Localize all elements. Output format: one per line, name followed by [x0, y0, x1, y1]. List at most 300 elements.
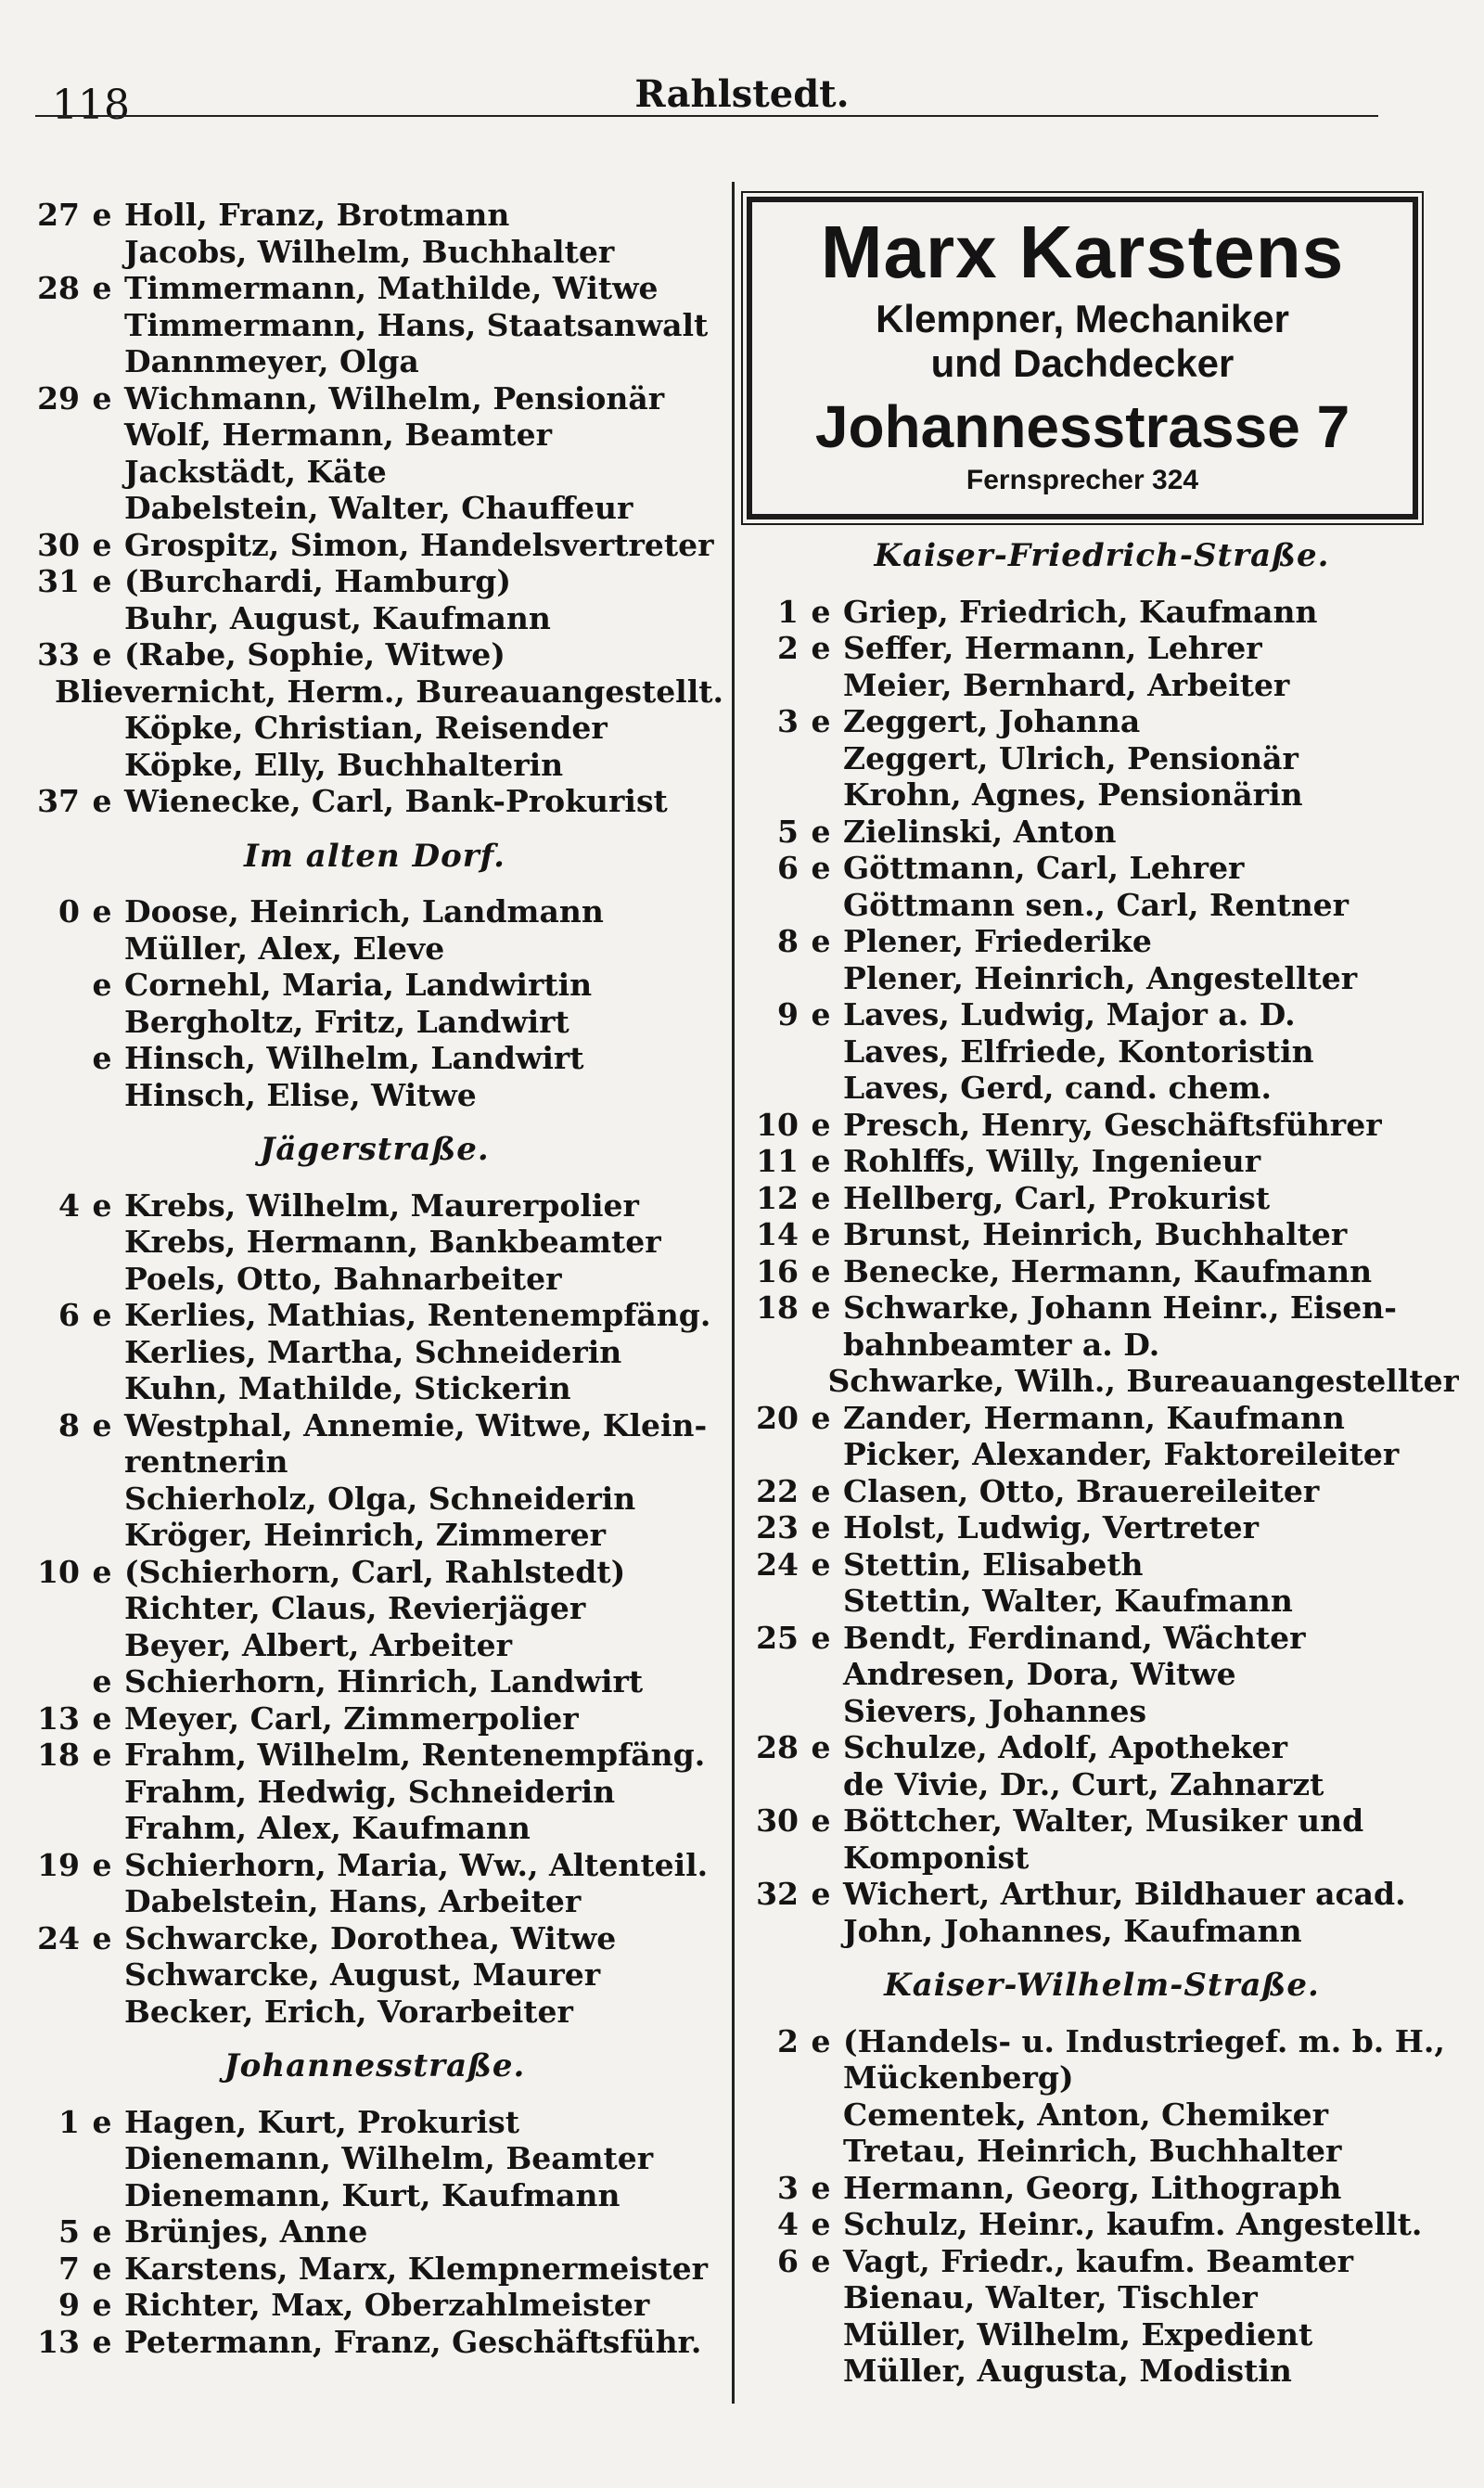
resident-text: (Handels- u. Industriegef. m. b. H., — [843, 2022, 1445, 2059]
resident-line — [26, 1261, 723, 1298]
ownership-marker: e — [92, 2250, 112, 2287]
resident-line — [745, 1363, 1459, 1400]
house-number: 4 — [777, 2206, 799, 2242]
resident-text: Mückenberg) — [843, 2059, 1074, 2096]
ownership-marker: e — [811, 1729, 831, 1765]
resident-text: Schulze, Adolf, Apotheker — [843, 1729, 1287, 1765]
resident-text: Jacobs, Wilhelm, Buchhalter — [124, 233, 615, 270]
directory-entry — [26, 636, 723, 673]
directory-entry — [26, 2287, 723, 2324]
house-number: 27 — [37, 197, 80, 233]
ownership-marker: e — [92, 1846, 112, 1883]
directory-entry — [745, 1107, 1459, 1144]
resident-line — [745, 887, 1459, 924]
resident-line — [745, 2133, 1459, 2170]
resident-text: Hagen, Kurt, Prokurist — [124, 2103, 519, 2140]
resident-text: Müller, Wilhelm, Expedient — [843, 2315, 1313, 2353]
resident-text: Laves, Gerd, cand. chem. — [843, 1070, 1272, 1106]
resident-line — [26, 2177, 723, 2214]
resident-text: Buhr, August, Kaufmann — [124, 599, 551, 636]
column-divider — [732, 182, 735, 2404]
resident-line — [26, 1517, 723, 1554]
ownership-marker: e — [811, 1216, 831, 1252]
resident-text: rentnerin — [124, 1443, 288, 1480]
resident-line — [26, 490, 723, 527]
directory-entry — [745, 1473, 1459, 1510]
house-number: 28 — [756, 1729, 799, 1765]
resident-line — [26, 1224, 723, 1261]
resident-line — [745, 1840, 1459, 1877]
house-number: 25 — [756, 1619, 799, 1656]
directory-entry — [26, 1700, 723, 1738]
ownership-marker: e — [811, 850, 831, 886]
resident-text: (Rabe, Sophie, Witwe) — [124, 636, 505, 673]
ownership-marker: e — [92, 1040, 112, 1076]
ownership-marker: e — [811, 593, 831, 630]
house-number: 2 — [777, 630, 799, 666]
directory-entry — [745, 2170, 1459, 2207]
resident-line — [745, 1693, 1459, 1730]
resident-line — [26, 1443, 723, 1481]
ownership-marker: e — [92, 270, 112, 306]
resident-line — [26, 1077, 723, 1114]
resident-text: Timmermann, Hans, Staatsanwalt — [124, 306, 709, 343]
house-number: 3 — [777, 2169, 799, 2206]
resident-line — [745, 1583, 1459, 1620]
directory-entry — [26, 2324, 723, 2361]
house-number: 23 — [756, 1509, 799, 1545]
resident-text: Doose, Heinrich, Landmann — [124, 893, 604, 930]
directory-entry — [745, 1509, 1459, 1546]
resident-text: Schwarke, Wilh., Bureauangestellter — [827, 1363, 1459, 1399]
resident-text: Seffer, Hermann, Lehrer — [843, 630, 1262, 666]
resident-text: Wichmann, Wilhelm, Pensionär — [124, 379, 665, 417]
ownership-marker: e — [811, 1472, 831, 1509]
directory-entry — [26, 1407, 723, 1444]
directory-entry — [26, 1663, 723, 1700]
resident-line — [26, 1994, 723, 2031]
house-number: 9 — [58, 2287, 80, 2323]
resident-text: Schierhorn, Maria, Ww., Altenteil. — [124, 1846, 709, 1883]
resident-line — [745, 1327, 1459, 1364]
resident-text: Wienecke, Carl, Bank-Prokurist — [124, 783, 668, 819]
house-number: 31 — [37, 563, 80, 599]
ownership-marker: e — [811, 1179, 831, 1216]
house-number: 33 — [37, 636, 80, 673]
house-number: 24 — [756, 1545, 799, 1583]
directory-entry — [745, 1876, 1459, 1913]
resident-line — [26, 1810, 723, 1847]
ownership-marker: e — [811, 1106, 831, 1143]
house-number: 9 — [777, 996, 799, 1032]
directory-entry — [745, 923, 1459, 960]
ownership-marker: e — [92, 1699, 112, 1737]
house-number: 0 — [58, 893, 80, 930]
ownership-marker: e — [811, 1143, 831, 1179]
ownership-marker: e — [92, 2287, 112, 2323]
street-heading: Im alten Dorf. — [244, 837, 505, 875]
resident-text: Sievers, Johannes — [843, 1692, 1147, 1729]
resident-text: Holst, Ludwig, Vertreter — [843, 1509, 1259, 1545]
resident-line — [26, 417, 723, 454]
house-number: 37 — [37, 783, 80, 819]
house-number: 28 — [37, 270, 80, 306]
resident-text: bahnbeamter a. D. — [843, 1326, 1160, 1363]
directory-entry — [745, 2206, 1459, 2243]
directory-entry — [26, 783, 723, 820]
ownership-marker: e — [811, 2022, 831, 2059]
resident-text: Clasen, Otto, Brauereileiter — [843, 1472, 1320, 1509]
resident-text: Köpke, Christian, Reisender — [124, 710, 608, 746]
resident-line — [745, 2059, 1459, 2097]
ad-trade-line-2: und Dachdecker — [930, 341, 1235, 385]
resident-text: Göttmann, Carl, Lehrer — [843, 850, 1245, 886]
directory-entry — [26, 380, 723, 417]
directory-entry — [26, 893, 723, 930]
directory-entry — [26, 2251, 723, 2288]
house-number: 5 — [777, 813, 799, 850]
resident-text: (Burchardi, Hamburg) — [124, 563, 511, 599]
street-heading: Johannesstraße. — [224, 2047, 526, 2084]
directory-entry — [26, 197, 723, 234]
house-number: 8 — [777, 923, 799, 959]
resident-text: Krebs, Wilhelm, Maurerpolier — [124, 1186, 639, 1224]
house-number: 22 — [756, 1472, 799, 1509]
resident-text: Becker, Erich, Vorarbeiter — [124, 1993, 573, 2030]
ownership-marker: e — [811, 1876, 831, 1912]
resident-line — [745, 1766, 1459, 1803]
directory-entry — [745, 1400, 1459, 1437]
resident-line — [26, 600, 723, 637]
resident-text: Picker, Alexander, Faktoreileiter — [843, 1436, 1400, 1472]
resident-line — [745, 2353, 1459, 2390]
ownership-marker: e — [92, 563, 112, 599]
ownership-marker: e — [92, 2323, 112, 2360]
directory-entry — [26, 563, 723, 600]
header-rule — [35, 115, 1378, 117]
resident-text: Zielinski, Anton — [843, 813, 1117, 850]
resident-line — [26, 454, 723, 491]
ownership-marker: e — [811, 2169, 831, 2206]
resident-text: Frahm, Hedwig, Schneiderin — [124, 1773, 616, 1810]
resident-text: Dienemann, Wilhelm, Beamter — [124, 2140, 654, 2176]
directory-entry — [745, 1729, 1459, 1766]
resident-text: Karstens, Marx, Klempnermeister — [124, 2250, 708, 2287]
resident-line — [26, 1334, 723, 1371]
resident-text: Zeggert, Johanna — [843, 703, 1141, 739]
right-column — [745, 197, 1459, 2390]
directory-entry — [26, 967, 723, 1004]
resident-text: Bergholtz, Fritz, Landwirt — [124, 1003, 569, 1040]
resident-text: Cementek, Anton, Chemiker — [843, 2096, 1329, 2133]
resident-text: Dabelstein, Hans, Arbeiter — [124, 1883, 582, 1919]
street-heading: Kaiser-Friedrich-Straße. — [874, 537, 1330, 574]
house-number: 30 — [37, 526, 80, 563]
house-number: 8 — [58, 1406, 80, 1443]
resident-line — [745, 2279, 1459, 2316]
resident-text: Müller, Augusta, Modistin — [843, 2353, 1292, 2389]
directory-entry — [26, 1554, 723, 1591]
house-number: 12 — [756, 1179, 799, 1216]
resident-text: Schulz, Heinr., kaufm. Angestellt. — [843, 2206, 1423, 2242]
resident-text: Poels, Otto, Bahnarbeiter — [124, 1260, 562, 1297]
resident-text: Richter, Claus, Revierjäger — [124, 1590, 586, 1626]
resident-line — [745, 1033, 1459, 1071]
ownership-marker: e — [92, 2213, 112, 2250]
house-number: 20 — [756, 1399, 799, 1436]
resident-line — [26, 1481, 723, 1518]
resident-text: Plener, Heinrich, Angestellter — [843, 959, 1358, 996]
resident-text: Griep, Friedrich, Kaufmann — [843, 593, 1318, 630]
house-number: 7 — [58, 2250, 80, 2287]
resident-line — [26, 710, 723, 747]
resident-text: Frahm, Wilhelm, Rentenempfäng. — [124, 1737, 706, 1773]
ownership-marker: e — [92, 783, 112, 819]
resident-line — [26, 1590, 723, 1627]
resident-text: Westphal, Annemie, Witwe, Klein- — [124, 1406, 708, 1443]
resident-line — [745, 1070, 1459, 1107]
resident-text: de Vivie, Dr., Curt, Zahnarzt — [843, 1765, 1324, 1802]
resident-text: Zeggert, Ulrich, Pensionär — [843, 739, 1298, 776]
resident-line — [745, 960, 1459, 997]
directory-entry — [745, 703, 1459, 740]
resident-line — [26, 1956, 723, 1994]
resident-text: Blievernicht, Herm., Bureauangestellt. — [54, 673, 723, 710]
resident-text: (Schierhorn, Carl, Rahlstedt) — [124, 1553, 626, 1590]
resident-line — [745, 2097, 1459, 2134]
directory-entry — [745, 594, 1459, 631]
house-number: 2 — [777, 2022, 799, 2059]
ownership-marker: e — [811, 1509, 831, 1545]
resident-text: Stettin, Walter, Kaufmann — [843, 1583, 1293, 1619]
resident-text: Schwarke, Johann Heinr., Eisen- — [843, 1289, 1397, 1326]
directory-entry — [745, 814, 1459, 851]
resident-line — [745, 776, 1459, 814]
resident-text: Schwarcke, Dorothea, Witwe — [124, 1919, 617, 1956]
resident-line — [745, 667, 1459, 704]
house-number: 24 — [37, 1919, 80, 1956]
ownership-marker: e — [811, 1399, 831, 1436]
resident-text: Dienemann, Kurt, Kaufmann — [124, 2176, 620, 2213]
right-column-entries — [745, 538, 1459, 2390]
resident-line — [26, 234, 723, 271]
ownership-marker: e — [811, 1252, 831, 1289]
directory-entry — [745, 1180, 1459, 1217]
house-number: 29 — [37, 379, 80, 417]
directory-entry — [745, 1143, 1459, 1180]
directory-entry — [745, 1546, 1459, 1584]
resident-line — [26, 1004, 723, 1041]
resident-line — [26, 930, 723, 968]
resident-text: Rohlffs, Willy, Ingenieur — [843, 1143, 1261, 1179]
resident-line — [26, 673, 723, 711]
ownership-marker: e — [92, 1297, 112, 1333]
resident-text: Andresen, Dora, Witwe — [843, 1656, 1236, 1692]
ownership-marker: e — [811, 1289, 831, 1326]
ownership-marker: e — [92, 2103, 112, 2140]
directory-entry — [26, 2213, 723, 2251]
directory-entry — [745, 2023, 1459, 2060]
house-number: 18 — [756, 1289, 799, 1326]
resident-text: Meier, Bernhard, Arbeiter — [843, 666, 1290, 703]
resident-line — [745, 2316, 1459, 2353]
resident-text: Presch, Henry, Geschäftsführer — [843, 1106, 1382, 1143]
ownership-marker: e — [92, 893, 112, 930]
directory-entry — [745, 2243, 1459, 2280]
ownership-marker: e — [92, 1919, 112, 1956]
house-number: 6 — [777, 850, 799, 886]
directory-entry — [26, 1920, 723, 1957]
house-number: 6 — [777, 2242, 799, 2279]
house-number: 16 — [756, 1252, 799, 1289]
resident-text: Tretau, Heinrich, Buchhalter — [843, 2133, 1342, 2169]
resident-text: Laves, Ludwig, Major a. D. — [843, 996, 1296, 1032]
resident-text: Beyer, Albert, Arbeiter — [124, 1626, 513, 1663]
directory-entry — [26, 1187, 723, 1225]
resident-line — [26, 343, 723, 380]
resident-text: Timmermann, Mathilde, Witwe — [124, 270, 659, 306]
resident-text: Wichert, Arthur, Bildhauer acad. — [843, 1876, 1406, 1912]
resident-text: Grospitz, Simon, Handelsvertreter — [124, 526, 714, 563]
house-number: 10 — [37, 1553, 80, 1590]
resident-text: Böttcher, Walter, Musiker und — [843, 1802, 1364, 1839]
directory-entry — [745, 1802, 1459, 1840]
house-number: 18 — [37, 1737, 80, 1773]
directory-entry — [745, 1216, 1459, 1253]
resident-text: Plener, Friederike — [843, 923, 1152, 959]
resident-text: Meyer, Carl, Zimmerpolier — [124, 1699, 579, 1737]
ownership-marker: e — [92, 1737, 112, 1773]
resident-text: Schierholz, Olga, Schneiderin — [124, 1480, 636, 1517]
house-number: 19 — [37, 1846, 80, 1883]
resident-text: Frahm, Alex, Kaufmann — [124, 1810, 531, 1846]
directory-entry — [26, 1847, 723, 1884]
resident-text: Jackstädt, Käte — [124, 453, 387, 490]
resident-line — [26, 1774, 723, 1811]
resident-text: Hinsch, Elise, Witwe — [124, 1076, 477, 1113]
street-heading: Jägerstraße. — [260, 1131, 490, 1168]
resident-line — [26, 2140, 723, 2177]
directory-entry — [26, 270, 723, 307]
directory-entry — [26, 1040, 723, 1077]
ownership-marker: e — [92, 636, 112, 673]
resident-text: Bienau, Walter, Tischler — [843, 2279, 1258, 2315]
resident-text: Bendt, Ferdinand, Wächter — [843, 1619, 1306, 1656]
directory-entry — [745, 850, 1459, 887]
resident-text: Kerlies, Mathias, Rentenempfäng. — [124, 1297, 711, 1333]
resident-text: Schwarcke, August, Maurer — [124, 1956, 601, 1993]
resident-text: Köpke, Elly, Buchhalterin — [124, 746, 564, 783]
resident-line — [745, 1656, 1459, 1693]
ownership-marker: e — [811, 2206, 831, 2242]
resident-text: Vagt, Friedr., kaufm. Beamter — [843, 2242, 1354, 2279]
house-number: 30 — [756, 1802, 799, 1839]
house-number: 11 — [756, 1143, 799, 1179]
directory-entry — [745, 630, 1459, 667]
directory-entry — [745, 1253, 1459, 1290]
resident-text: Hinsch, Wilhelm, Landwirt — [124, 1040, 584, 1076]
ownership-marker: e — [92, 967, 112, 1003]
advertisement-box — [747, 197, 1418, 519]
directory-entry — [26, 1297, 723, 1334]
house-number: 13 — [37, 1699, 80, 1737]
resident-line — [26, 1370, 723, 1407]
house-number: 1 — [58, 2103, 80, 2140]
resident-text: Krohn, Agnes, Pensionärin — [843, 776, 1303, 813]
resident-text: Cornehl, Maria, Landwirtin — [124, 967, 593, 1003]
house-number: 10 — [756, 1106, 799, 1143]
resident-text: Benecke, Hermann, Kaufmann — [843, 1252, 1373, 1289]
ownership-marker: e — [811, 1619, 831, 1656]
directory-entry — [745, 1620, 1459, 1657]
ownership-marker: e — [811, 2242, 831, 2279]
resident-text: Göttmann sen., Carl, Rentner — [843, 886, 1350, 923]
house-number: 14 — [756, 1216, 799, 1252]
directory-entry — [26, 1737, 723, 1774]
ownership-marker: e — [811, 996, 831, 1032]
ownership-marker: e — [811, 923, 831, 959]
house-number: 13 — [37, 2323, 80, 2360]
resident-text: Brunst, Heinrich, Buchhalter — [843, 1216, 1348, 1252]
ad-telephone: Fernsprecher 324 — [966, 465, 1199, 495]
ownership-marker: e — [92, 1553, 112, 1590]
resident-text: John, Johannes, Kaufmann — [843, 1912, 1302, 1949]
house-number: 3 — [777, 703, 799, 739]
house-number: 5 — [58, 2213, 80, 2250]
ownership-marker: e — [92, 526, 112, 563]
resident-text: Zander, Hermann, Kaufmann — [843, 1399, 1345, 1436]
house-number: 4 — [58, 1186, 80, 1224]
resident-text: Brünjes, Anne — [124, 2213, 368, 2250]
left-column — [26, 197, 723, 2360]
resident-line — [26, 1627, 723, 1664]
resident-text: Müller, Alex, Eleve — [124, 930, 445, 967]
directory-entry — [26, 2104, 723, 2141]
resident-text: Kröger, Heinrich, Zimmerer — [124, 1517, 607, 1553]
resident-text: Hellberg, Carl, Prokurist — [843, 1179, 1271, 1216]
ownership-marker: e — [811, 630, 831, 666]
ownership-marker: e — [92, 379, 112, 417]
page-number: 118 — [52, 82, 130, 129]
resident-text: Wolf, Hermann, Beamter — [124, 417, 553, 453]
resident-text: Komponist — [843, 1839, 1030, 1876]
resident-text: Stettin, Elisabeth — [843, 1545, 1144, 1583]
house-number: 32 — [756, 1876, 799, 1912]
directory-entry — [745, 996, 1459, 1033]
ownership-marker: e — [811, 813, 831, 850]
ownership-marker: e — [811, 703, 831, 739]
resident-text: Krebs, Hermann, Bankbeamter — [124, 1224, 661, 1260]
ownership-marker: e — [92, 1663, 112, 1699]
resident-text: Hermann, Georg, Lithograph — [843, 2169, 1342, 2206]
ad-company-name: Marx Karstens — [820, 211, 1345, 293]
resident-text: Dabelstein, Walter, Chauffeur — [124, 490, 633, 526]
resident-text: Schierhorn, Hinrich, Landwirt — [124, 1663, 644, 1699]
resident-text: Kerlies, Martha, Schneiderin — [124, 1333, 622, 1370]
house-number: 1 — [777, 593, 799, 630]
ad-trade-line-1: Klempner, Mechaniker — [876, 297, 1289, 340]
running-title: Rahlstedt. — [634, 72, 850, 116]
ad-address: Johannesstrasse 7 — [814, 393, 1350, 460]
ownership-marker: e — [811, 1802, 831, 1839]
house-number: 6 — [58, 1297, 80, 1333]
ownership-marker: e — [811, 1545, 831, 1583]
directory-entry — [26, 527, 723, 564]
resident-line — [745, 1913, 1459, 1950]
resident-line — [26, 1883, 723, 1920]
resident-line — [26, 307, 723, 344]
ownership-marker: e — [92, 1186, 112, 1224]
